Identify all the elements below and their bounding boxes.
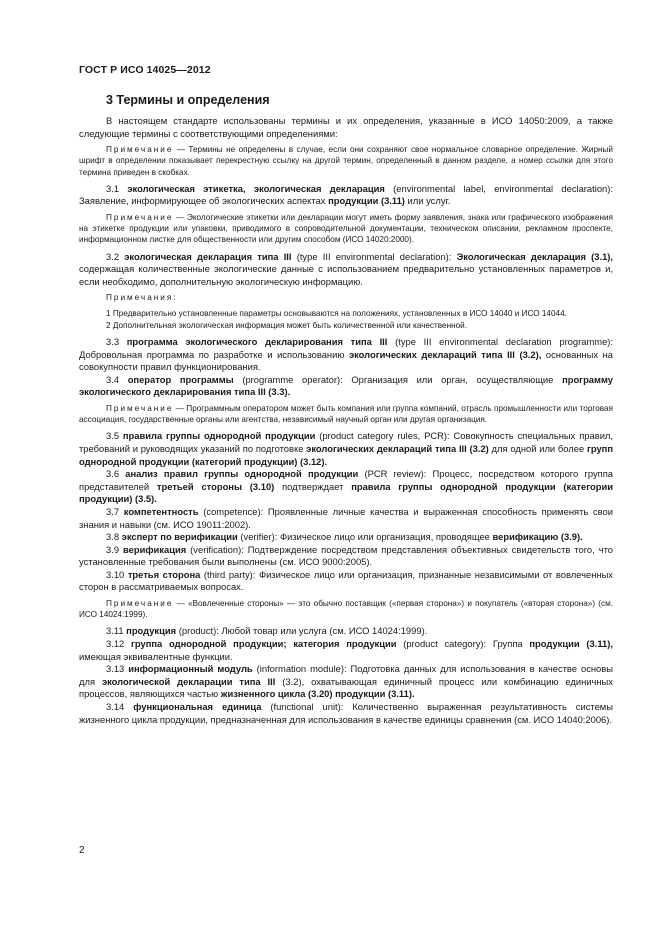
term-name: анализ правил группы однородной продукции bbox=[125, 468, 359, 480]
page-number: 2 bbox=[79, 845, 85, 856]
note-label: Примечания: bbox=[106, 293, 178, 303]
term-3-4 bbox=[79, 374, 613, 399]
term-number: 3.10 bbox=[106, 568, 128, 580]
term-definition: (information module): Подготовка данных для использования в качестве основы для bbox=[79, 663, 613, 687]
note-label: Примечание bbox=[106, 145, 174, 155]
term-name: эксперт по верификации bbox=[121, 531, 238, 543]
term-name: оператор программы bbox=[127, 373, 234, 385]
term-name: программа экологического декларирования типа III bbox=[126, 335, 388, 347]
term-name: продукция bbox=[126, 625, 177, 637]
term-definition: (type III environmental declaration programme): Добровольная программа по разработке и использованию bbox=[79, 335, 614, 360]
term-crossref: программу экологического декларирования типа III (3.3). bbox=[79, 373, 613, 398]
term-number: 3.12 bbox=[106, 638, 132, 650]
document-body bbox=[79, 115, 613, 726]
term-name: информационный модуль bbox=[128, 663, 253, 675]
term-crossref: экологических деклараций типа III (3.2) bbox=[306, 442, 489, 454]
term-number: 3.7 bbox=[106, 505, 124, 517]
term-3-7 bbox=[79, 506, 613, 531]
term-name: компетентность bbox=[123, 505, 199, 517]
note-general bbox=[79, 144, 613, 178]
term-3-13 bbox=[79, 663, 613, 701]
term-crossref: продукции (3.11), bbox=[529, 638, 613, 650]
term-number: 3.13 bbox=[106, 663, 129, 675]
term-definition-tail: имеющая эквивалентные функции. bbox=[79, 650, 233, 662]
term-definition: (product): Любой товар или услуга (см. ИСО 14024:1999). bbox=[176, 625, 428, 637]
term-name: экологическая этикетка, экологическая декларация bbox=[127, 182, 385, 194]
term-3-12 bbox=[79, 638, 613, 663]
notes-3-2-label bbox=[79, 292, 613, 303]
term-crossref: верификацию (3.9). bbox=[492, 531, 583, 543]
note-text: — Термины не определены в случае, если они сохраняют свое нормальное словарное определение. Жирный шрифт в определении показывает перекрестную ссылку на другой термин, определенный в данном разделе, а номер ссылки для этого термина приведен в скобках. bbox=[79, 145, 613, 177]
term-crossref: жизненного цикла (3.20) продукции (3.11). bbox=[220, 688, 415, 700]
term-definition-mid: подтверждает bbox=[274, 480, 352, 492]
term-definition: (product category rules, PCR): Совокупность специальных правил, требований и руководящих указаний по подготовке bbox=[79, 430, 614, 454]
term-3-11 bbox=[79, 625, 613, 638]
note-text: — Программным оператором может быть компания или группа компаний, отрасль промышленности или торговая ассоциация, государственные органы или агентства, независимый научный орган или другая организация. bbox=[79, 403, 613, 425]
term-definition: (PCR review): Процесс, посредством которого группа представителей bbox=[79, 468, 614, 492]
intro-paragraph: В настоящем стандарте использованы термины и их определения, указанные в ИСО 14050:2009, а также следующие термины с соответствующими определениями: bbox=[79, 115, 613, 139]
term-name: экологическая декларация типа III bbox=[124, 250, 292, 262]
note-3-2-2: 2 Дополнительная экологическая информация может быть количественной или качественной. bbox=[106, 320, 468, 330]
term-name: функциональная единица bbox=[133, 701, 262, 713]
term-3-9 bbox=[79, 544, 613, 569]
note-label: Примечание bbox=[106, 212, 174, 222]
term-number: 3.8 bbox=[106, 531, 122, 543]
note-text: — «Вовлеченные стороны» — это обычно поставщик («первая сторона») и покупатель («вторая сторона») (см. ИСО 14024:1999). bbox=[79, 599, 613, 620]
term-definition-mid: (3.2), охватывающая единичный процесс или комбинацию единичных процессов, являющихся частью bbox=[79, 675, 613, 700]
term-definition-tail: содержащая количественные экологические данные с использованием предварительно установленных параметров и, если необходимо, дополнительную экологическую информацию. bbox=[79, 263, 613, 287]
term-3-3 bbox=[79, 336, 613, 374]
term-3-10 bbox=[79, 569, 613, 594]
term-definition-mid: для одной или более bbox=[488, 442, 587, 454]
term-definition-tail: или услуг. bbox=[404, 195, 451, 207]
term-name: группа однородной продукции; категория продукции bbox=[131, 638, 397, 650]
term-3-1 bbox=[79, 183, 613, 208]
term-definition: (product category): Группа bbox=[396, 638, 530, 650]
note-3-1 bbox=[79, 212, 613, 246]
note-label: Примечание bbox=[106, 403, 174, 413]
term-number: 3.5 bbox=[106, 430, 123, 442]
term-crossref: экологических деклараций типа III (3.2), bbox=[348, 348, 542, 360]
term-name: третья сторона bbox=[127, 568, 201, 580]
term-number: 3.14 bbox=[106, 701, 134, 713]
term-3-2 bbox=[79, 251, 613, 289]
note-3-2-1: 1 Предварительно установленные параметры основываются на положениях, установленных в ИСО 14040 и ИСО 14044. bbox=[106, 308, 567, 318]
term-number: 3.2 bbox=[106, 250, 125, 262]
term-number: 3.1 bbox=[106, 182, 128, 194]
term-crossref: продукции (3.11) bbox=[328, 195, 405, 207]
standard-header: ГОСТ Р ИСО 14025—2012 bbox=[79, 64, 211, 76]
term-name: верификация bbox=[123, 543, 187, 555]
note-3-4 bbox=[79, 403, 613, 425]
term-definition: (programme operator): Организация или орган, осуществляющие bbox=[233, 373, 563, 385]
section-title: 3 Термины и определения bbox=[106, 93, 270, 107]
term-3-5 bbox=[79, 430, 613, 468]
term-definition: (verifier): Физическое лицо или организация, проводящее bbox=[237, 531, 493, 543]
term-crossref: правила группы однородной продукции (категории продукции) (3.5). bbox=[79, 480, 613, 505]
term-crossref: Экологическая декларация (3.1), bbox=[456, 250, 614, 262]
term-definition-tail: основанных на совокупности правил функционирования. bbox=[79, 348, 614, 373]
term-crossref: третьей стороны (3.10) bbox=[156, 480, 275, 492]
term-number: 3.6 bbox=[106, 468, 126, 480]
term-crossref: групп однородной продукции (категорий продукции) (3.12). bbox=[79, 442, 613, 467]
term-definition: (third party): Физическое лицо или организация, признанные независимыми от вовлеченных сторон в рассматриваемых вопросах. bbox=[79, 568, 613, 593]
term-crossref: экологической декларации типа III bbox=[101, 675, 276, 687]
term-definition: (competence): Проявленные личные качества и выраженная способность применять свои знания и навыки (см. ИСО 19011:2002). bbox=[79, 505, 613, 530]
term-number: 3.3 bbox=[106, 335, 127, 347]
term-definition: (functional unit): Количественно выраженная результативность системы жизненного цикла продукции, предназначенная для использования в качестве единицы сравнения (см. ИСО 14040:2006). bbox=[79, 701, 613, 725]
term-number: 3.9 bbox=[106, 543, 123, 555]
note-label: Примечание bbox=[106, 599, 174, 609]
term-definition: (environmental label, environmental declaration): Заявление, информирующее об экологических аспектах bbox=[79, 182, 613, 207]
term-3-6 bbox=[79, 468, 613, 506]
term-3-8 bbox=[79, 531, 613, 544]
term-number: 3.11 bbox=[106, 625, 127, 637]
note-text: — Экологические этикетки или декларации могут иметь форму заявления, знака или графического изображения на этикетке продукции или упаковки, приводимого в сопроводительной документации, техническом описании, рекламном проспекте, информационном листке для общественности или другим способом (ИСО 14020:2000). bbox=[79, 212, 613, 245]
term-name: правила группы однородной продукции bbox=[122, 430, 316, 442]
note-3-10 bbox=[79, 598, 613, 620]
term-3-14 bbox=[79, 701, 613, 726]
term-definition: (verification): Подтверждение посредством представления объективных свидетельств того, что установленные требования были выполнены (см. ИСО 9000:2005). bbox=[79, 543, 613, 568]
term-number: 3.4 bbox=[106, 373, 128, 385]
term-definition: (type III environmental declaration): bbox=[291, 250, 457, 262]
